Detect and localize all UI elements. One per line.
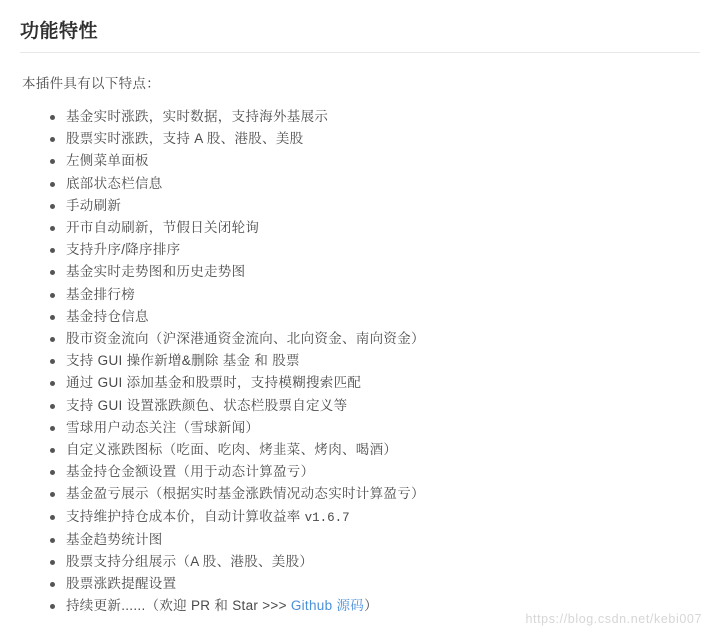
feature-list-item	[50, 239, 700, 261]
feature-item-label: 底部状态栏信息	[66, 175, 163, 191]
feature-item-label: 基金实时走势图和历史走势图	[66, 264, 246, 280]
feature-item-label: 手动刷新	[66, 197, 122, 213]
feature-item-label: 持续更新......（欢迎 PR 和 Star >>>	[66, 598, 291, 614]
feature-item-label: 左侧菜单面板	[66, 153, 149, 169]
feature-item-label: 支持升序/降序排序	[66, 242, 181, 258]
github-source-link[interactable]: Github 源码	[290, 598, 365, 614]
feature-list-item	[50, 261, 700, 283]
page-title: 功能特性	[20, 21, 99, 42]
feature-item-suffix: ）	[364, 598, 378, 614]
feature-list-item	[50, 284, 700, 306]
feature-list-item	[50, 506, 700, 529]
feature-item-label: 股票支持分组展示（A 股、港股、美股）	[66, 554, 314, 570]
feature-item-label: 股市资金流向（沪深港通资金流向、北向资金、南向资金）	[66, 331, 425, 347]
feature-item-label: 基金持仓信息	[66, 308, 149, 324]
feature-list-item	[50, 372, 700, 394]
feature-item-label: 基金持仓金额设置（用于动态计算盈亏）	[66, 464, 315, 480]
feature-item-label: 雪球用户动态关注（雪球新闻）	[66, 419, 260, 435]
feature-list-item	[50, 350, 700, 372]
feature-list-item	[50, 439, 700, 461]
intro-paragraph: 本插件具有以下特点：	[22, 76, 160, 91]
feature-list-item	[50, 106, 700, 128]
watermark-text: https://blog.csdn.net/kebi007	[525, 612, 702, 626]
feature-list-item	[50, 328, 700, 350]
document-page	[0, 16, 720, 634]
feature-item-label: 股票涨跌提醒设置	[66, 576, 177, 592]
feature-list-item	[50, 551, 700, 573]
feature-item-label: 基金实时涨跌，实时数据，支持海外基展示	[66, 109, 329, 124]
feature-list-item	[50, 483, 700, 505]
feature-item-label: 开市自动刷新，节假日关闭轮询	[66, 220, 260, 236]
feature-list-item	[50, 150, 700, 172]
feature-item-label: 基金趋势统计图	[66, 531, 163, 547]
feature-list-item	[50, 417, 700, 439]
feature-item-label: 自定义涨跌图标（吃面、吃肉、烤韭菜、烤肉、喝酒）	[66, 442, 398, 458]
feature-list-item	[50, 195, 700, 217]
feature-list	[20, 106, 700, 618]
feature-list-item	[50, 306, 700, 328]
feature-list-item	[50, 173, 700, 195]
feature-list-item	[50, 395, 700, 417]
version-code: v1.6.7	[304, 510, 350, 525]
feature-item-label: 支持 GUI 设置涨跌颜色、状态栏股票自定义等	[66, 397, 348, 413]
title-divider	[20, 52, 700, 53]
feature-list-item	[50, 573, 700, 595]
feature-list-item	[50, 128, 700, 150]
feature-item-label: 支持维护持仓成本价，自动计算收益率	[66, 508, 305, 524]
feature-list-item	[50, 529, 700, 551]
feature-item-label: 基金盈亏展示（根据实时基金涨跌情况动态实时计算盈亏）	[66, 486, 425, 502]
feature-item-label: 基金排行榜	[66, 286, 135, 302]
feature-item-label: 支持 GUI 操作新增&删除 基金 和 股票	[66, 353, 300, 369]
feature-item-label: 通过 GUI 添加基金和股票时，支持模糊搜索匹配	[66, 375, 362, 391]
feature-list-item	[50, 461, 700, 483]
feature-list-item	[50, 217, 700, 239]
feature-item-label: 股票实时涨跌，支持 A 股、港股、美股	[66, 131, 304, 147]
